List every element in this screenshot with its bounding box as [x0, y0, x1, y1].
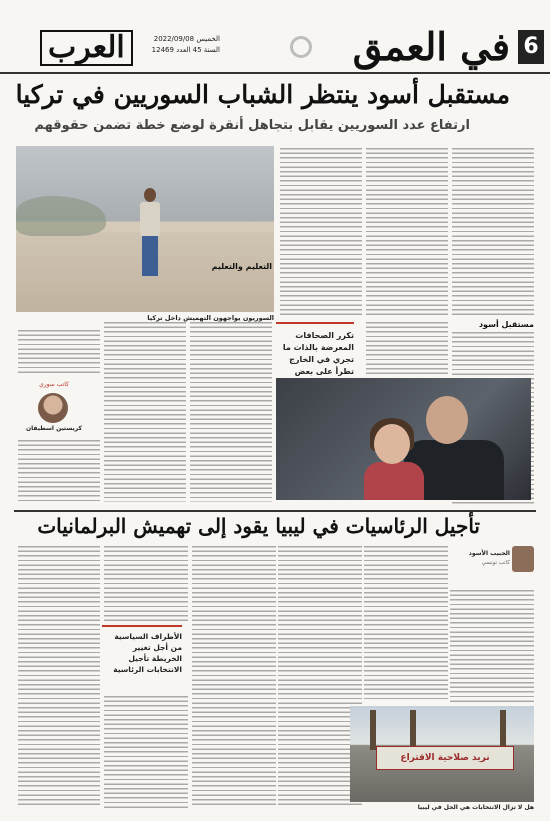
- author-role: كاتب تونسي: [481, 560, 510, 566]
- protest-banner: نريد صلاحية الاقتراع: [376, 746, 514, 770]
- story-1-column: [190, 322, 272, 502]
- newspaper-logo: العرب: [40, 30, 133, 66]
- story-2-author: [468, 546, 534, 588]
- masthead: [0, 0, 550, 74]
- story-1-subhead: مستقبل أسود: [478, 320, 534, 329]
- author-avatar: [38, 393, 68, 423]
- story-2-column: [104, 696, 188, 808]
- story-1-photo-2: [276, 378, 531, 500]
- story-1-column: [18, 440, 100, 502]
- story-1-subhead: التعليم والتعليم: [211, 262, 272, 271]
- story-1-column: [104, 322, 186, 502]
- story-1-column: [366, 148, 448, 316]
- story-2-column: [364, 546, 448, 702]
- story-1-column: [280, 148, 362, 316]
- issue-date: الخميس 2022/09/08: [153, 35, 220, 43]
- author-label: كاتب سوري: [39, 381, 69, 388]
- story-2-photo: [350, 706, 534, 802]
- story-1-headline: مستقبل أسود ينتظر الشباب السوريين في تركيا: [15, 80, 510, 109]
- story-1-photo: [16, 146, 274, 312]
- section-divider: [14, 510, 536, 512]
- issue-info: [130, 34, 220, 56]
- section-title: في العمق: [352, 24, 510, 69]
- story-1-column: [452, 148, 534, 316]
- story-2-photo-caption: هل لا تزال الانتخابات هي الحل في ليبيا: [417, 804, 534, 811]
- author-name: الحبيب الأسود: [468, 550, 510, 557]
- story-1-column: [366, 322, 448, 376]
- story-2-headline: تأجيل الرئاسيات في ليبيا يقود إلى تهميش البرلمانيات: [37, 514, 480, 538]
- story-2-column: [450, 590, 534, 702]
- story-1-photo-caption: السوريون يواجهون التهميش داخل تركيا: [147, 314, 274, 322]
- story-1-pull-quote: تكرر الصحافات المعرضة بالذات ما تجري في الخارج تطرأ على بعض: [276, 322, 354, 433]
- story-1-subheadline: ارتفاع عدد السوريين يقابل بتجاهل أنقرة لوضع خطة تضمن حقوقهم: [34, 118, 470, 133]
- story-1-column: [18, 330, 100, 376]
- quote-mark-icon: [290, 36, 312, 58]
- story-2-column: [18, 546, 100, 808]
- author-avatar: [512, 546, 534, 572]
- page-number: 6: [518, 30, 544, 64]
- story-2-column: [192, 546, 276, 808]
- story-2-column: [104, 546, 188, 622]
- story-2-pull-quote: الأطراف السياسية من أجل تغيير الخريطة تأجيل الانتخابات الرئاسية: [102, 625, 182, 695]
- issue-number: السنة 45 العدد 12469: [151, 46, 220, 54]
- story-1-author: [18, 379, 90, 435]
- author-name: كريستين اسطيفان: [26, 425, 82, 432]
